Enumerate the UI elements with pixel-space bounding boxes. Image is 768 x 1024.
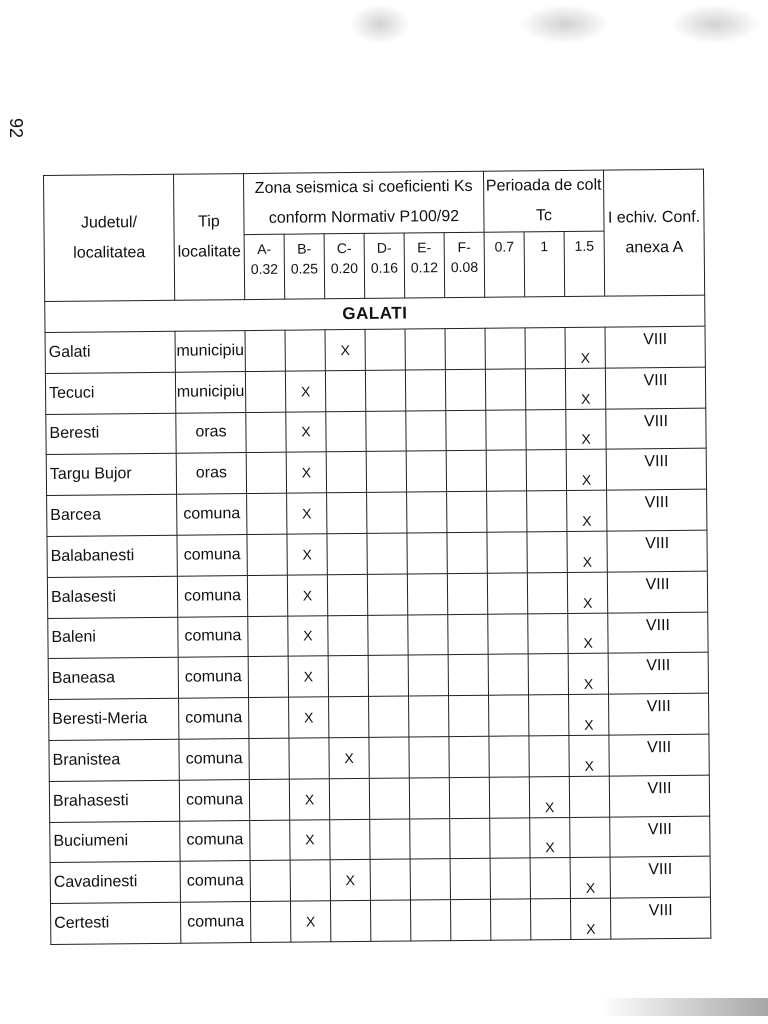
period-cell (490, 817, 530, 858)
zone-cell (448, 614, 488, 655)
table-row (47, 571, 707, 618)
locality-type: comuna (179, 698, 249, 739)
period-mark: X (569, 694, 609, 735)
period-cell (489, 777, 529, 818)
zone-cell (328, 656, 368, 697)
period-cell (487, 491, 527, 532)
zone-cell (249, 738, 289, 779)
locality-name: Cavadinesti (50, 862, 180, 904)
zone-mark: X (286, 452, 326, 493)
period-cell (487, 573, 527, 614)
locality-type: municipiu (175, 371, 245, 412)
seismic-zone-header: A- 0.32 (244, 234, 285, 299)
period-cell (486, 409, 526, 450)
table-row (49, 693, 709, 740)
zone-cell (250, 901, 290, 942)
period-cell (527, 491, 567, 532)
zone-cell (408, 655, 448, 696)
locality-name: Balasesti (47, 576, 177, 618)
period-cell (528, 613, 568, 654)
equivalent-intensity: VIII (611, 897, 711, 939)
period-cell (531, 899, 571, 940)
zone-mark: X (325, 329, 365, 370)
zone-cell (365, 370, 405, 411)
zone-cell (449, 777, 489, 818)
table-row (49, 734, 709, 781)
equivalent-intensity: VIII (610, 856, 710, 898)
zone-cell (289, 738, 329, 779)
zone-cell (290, 860, 330, 901)
zone-cell (449, 736, 489, 777)
zone-cell (329, 697, 369, 738)
zone-cell (370, 819, 410, 860)
zone-mark: X (286, 411, 326, 452)
zone-mark: X (285, 371, 325, 412)
period-cell (526, 409, 566, 450)
zone-cell (447, 532, 487, 573)
equivalent-intensity: VIII (605, 326, 705, 368)
header-county: Judetul/ localitatea (44, 174, 175, 301)
equivalent-intensity: VIII (607, 571, 707, 613)
zone-cell (445, 369, 485, 410)
locality-type: oras (176, 453, 246, 494)
zone-cell (249, 697, 289, 738)
zone-cell (447, 491, 487, 532)
table-row (47, 489, 707, 536)
header-seismic-zone: Zona seismica si coeficienti Ks conform Normativ P100/92 (243, 171, 484, 234)
zone-cell (366, 411, 406, 452)
table-row (46, 449, 706, 496)
zone-cell (408, 614, 448, 655)
period-cell (486, 450, 526, 491)
zone-cell (327, 493, 367, 534)
zone-cell (367, 533, 407, 574)
zone-cell (328, 615, 368, 656)
locality-type: comuna (178, 616, 248, 657)
locality-type: comuna (179, 779, 249, 820)
locality-type: comuna (177, 575, 247, 616)
locality-type: oras (176, 412, 246, 453)
zone-mark: X (288, 656, 328, 697)
zone-cell (369, 778, 409, 819)
period-mark: X (567, 572, 607, 613)
zone-cell (329, 778, 369, 819)
zone-cell (447, 573, 487, 614)
zone-cell (330, 901, 370, 942)
equivalent-intensity: VIII (608, 653, 708, 695)
zone-cell (446, 410, 486, 451)
equivalent-intensity: VIII (609, 734, 709, 776)
period-mark: X (568, 653, 608, 694)
zone-cell (327, 533, 367, 574)
equivalent-intensity: VIII (609, 775, 709, 817)
zone-cell (405, 369, 445, 410)
period-mark: X (566, 409, 606, 450)
table-row (45, 367, 705, 414)
zone-cell (368, 615, 408, 656)
zone-cell (369, 737, 409, 778)
seismic-zone-header: E- 0.12 (404, 233, 445, 298)
period-cell (529, 735, 569, 776)
zone-cell (245, 330, 285, 371)
zone-cell (247, 534, 287, 575)
table-row (47, 530, 707, 577)
equivalent-intensity: VIII (607, 489, 707, 531)
locality-name: Targu Bujor (46, 454, 176, 496)
period-cell (487, 532, 527, 573)
zone-mark: X (287, 534, 327, 575)
zone-cell (246, 453, 286, 494)
period-cell (527, 572, 567, 613)
zone-cell (407, 573, 447, 614)
seismic-zone-header: D- 0.16 (364, 233, 405, 298)
period-cell (570, 817, 610, 858)
locality-name: Buciumeni (50, 821, 180, 863)
zone-cell (245, 371, 285, 412)
period-cell (489, 695, 529, 736)
zone-cell (326, 411, 366, 452)
zone-cell (407, 533, 447, 574)
table-row (50, 856, 710, 903)
zone-cell (410, 818, 450, 859)
locality-name: Branistea (49, 739, 179, 781)
zone-cell (247, 575, 287, 616)
scan-smudge (350, 4, 410, 44)
equivalent-intensity: VIII (606, 408, 706, 450)
period-cell (526, 450, 566, 491)
equivalent-intensity: VIII (609, 693, 709, 735)
period-mark: X (571, 898, 611, 939)
page-number: 92 (6, 118, 26, 139)
zone-cell (366, 451, 406, 492)
table-row (48, 612, 708, 659)
period-cell (488, 613, 528, 654)
period-cell (490, 858, 530, 899)
table-row (49, 775, 709, 822)
period-mark: X (568, 613, 608, 654)
period-cell (485, 328, 525, 369)
seismic-zone-header: C- 0.20 (324, 233, 365, 298)
zone-cell (370, 859, 410, 900)
zone-mark: X (287, 575, 327, 616)
zone-cell (367, 574, 407, 615)
period-header: 1 (524, 232, 565, 297)
zone-cell (449, 695, 489, 736)
table-row (50, 816, 710, 863)
zone-cell (250, 861, 290, 902)
locality-type: comuna (180, 861, 250, 902)
zone-cell (285, 330, 325, 371)
zone-mark: X (289, 697, 329, 738)
zone-mark: X (288, 615, 328, 656)
seismic-table (43, 169, 711, 945)
zone-cell (407, 492, 447, 533)
period-mark: X (570, 857, 610, 898)
period-mark: X (566, 449, 606, 490)
locality-name: Beresti-Meria (49, 698, 179, 740)
equivalent-intensity: VIII (610, 816, 710, 858)
zone-cell (248, 657, 288, 698)
locality-type: comuna (177, 535, 247, 576)
table-row (50, 897, 710, 944)
locality-name: Barcea (47, 494, 177, 536)
zone-cell (248, 616, 288, 657)
zone-cell (409, 696, 449, 737)
table-row (45, 326, 705, 373)
period-cell (528, 654, 568, 695)
locality-type: comuna (180, 820, 250, 861)
zone-cell (365, 329, 405, 370)
period-cell (530, 858, 570, 899)
locality-type: comuna (180, 902, 250, 943)
zone-cell (445, 328, 485, 369)
period-mark: X (567, 531, 607, 572)
zone-cell (326, 452, 366, 493)
zone-cell (405, 329, 445, 370)
scan-edge (600, 998, 768, 1016)
zone-cell (446, 451, 486, 492)
period-cell (485, 369, 525, 410)
locality-name: Baneasa (48, 658, 178, 700)
zone-cell (448, 655, 488, 696)
period-cell (491, 899, 531, 940)
period-header: 1.5 (564, 231, 605, 296)
zone-cell (325, 370, 365, 411)
scan-smudge (520, 4, 610, 44)
zone-cell (327, 574, 367, 615)
period-mark: X (530, 817, 570, 858)
period-mark: X (567, 490, 607, 531)
period-cell (529, 695, 569, 736)
equivalent-intensity: VIII (608, 612, 708, 654)
period-cell (525, 368, 565, 409)
scan-smudge (670, 4, 760, 44)
zone-cell (450, 899, 490, 940)
locality-name: Baleni (48, 617, 178, 659)
zone-cell (450, 818, 490, 859)
table-row (48, 653, 708, 700)
zone-cell (409, 737, 449, 778)
header-equivalent-intensity: I echiv. Conf. anexa A (604, 169, 705, 296)
zone-cell (369, 696, 409, 737)
equivalent-intensity: VIII (606, 449, 706, 491)
zone-mark: X (287, 493, 327, 534)
locality-type: comuna (179, 739, 249, 780)
zone-cell (406, 410, 446, 451)
period-cell (488, 654, 528, 695)
locality-type: municipiu (175, 331, 245, 372)
locality-name: Balabanesti (47, 535, 177, 577)
period-mark: X (565, 368, 605, 409)
equivalent-intensity: VIII (605, 367, 705, 409)
locality-name: Brahasesti (49, 780, 179, 822)
zone-mark: X (290, 901, 330, 942)
locality-name: Beresti (46, 413, 176, 455)
period-mark: X (529, 776, 569, 817)
zone-cell (409, 777, 449, 818)
seismic-zone-header: F- 0.08 (444, 232, 485, 297)
zone-mark: X (290, 819, 330, 860)
header-corner-period: Perioada de colt Tc (484, 170, 605, 232)
locality-type: comuna (178, 657, 248, 698)
zone-cell (450, 859, 490, 900)
region-galati: GALATI (45, 295, 705, 332)
period-mark: X (569, 735, 609, 776)
period-cell (569, 776, 609, 817)
locality-type: comuna (177, 494, 247, 535)
zone-cell (330, 819, 370, 860)
period-cell (525, 327, 565, 368)
zone-mark: X (330, 860, 370, 901)
zone-cell (247, 493, 287, 534)
locality-name: Tecuci (45, 372, 175, 414)
zone-cell (406, 451, 446, 492)
period-header: 0.7 (484, 232, 525, 297)
locality-name: Certesti (50, 902, 180, 944)
zone-mark: X (329, 737, 369, 778)
zone-cell (246, 412, 286, 453)
zone-cell (368, 655, 408, 696)
zone-cell (250, 820, 290, 861)
period-cell (527, 531, 567, 572)
header-type: Tip localitate (173, 174, 244, 301)
zone-cell (370, 900, 410, 941)
period-mark: X (565, 327, 605, 368)
zone-cell (367, 492, 407, 533)
zone-cell (410, 859, 450, 900)
table-row (46, 408, 706, 455)
zone-cell (249, 779, 289, 820)
equivalent-intensity: VIII (607, 530, 707, 572)
seismic-zone-header: B- 0.25 (284, 234, 325, 299)
zone-cell (410, 900, 450, 941)
locality-name: Galati (45, 331, 175, 373)
zone-mark: X (289, 779, 329, 820)
period-cell (489, 736, 529, 777)
